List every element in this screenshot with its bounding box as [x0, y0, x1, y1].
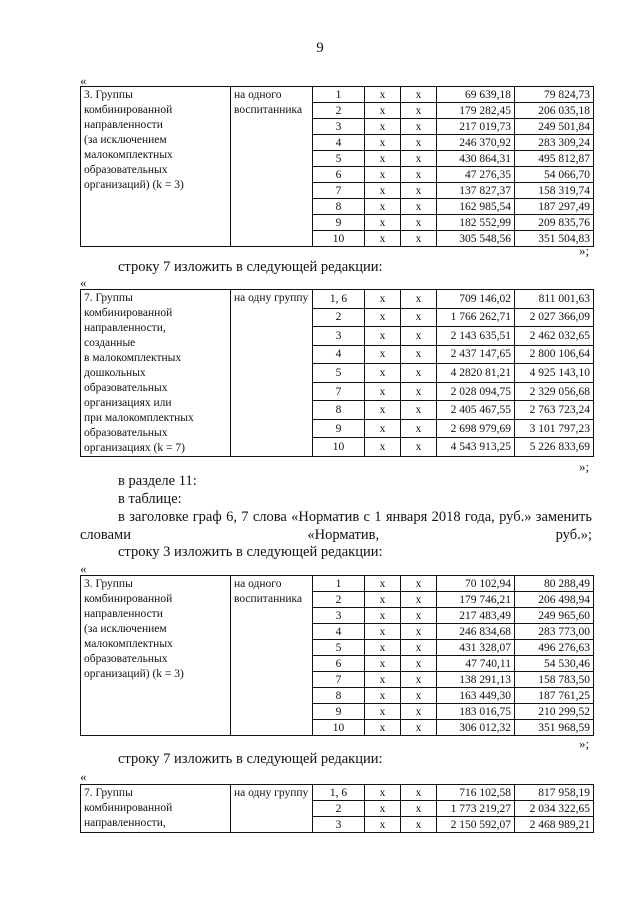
value-cell: 3 101 797,23: [515, 419, 594, 438]
value-cell: 709 146,02: [437, 290, 515, 309]
table-row: [81, 785, 594, 801]
value-cell: 430 864,31: [437, 151, 515, 167]
value-cell: 2 027 366,09: [515, 308, 594, 327]
row-number-cell: 9: [313, 419, 365, 438]
row-number-cell: 7: [313, 382, 365, 401]
value-cell: 495 812,87: [515, 151, 594, 167]
x-cell: x: [365, 345, 401, 364]
x-cell: x: [365, 151, 401, 167]
value-cell: 2 329 056,68: [515, 382, 594, 401]
quote-open: «: [80, 73, 87, 88]
value-cell: 79 824,73: [515, 87, 594, 103]
value-cell: 2 437 147,65: [437, 345, 515, 364]
value-cell: 209 835,76: [515, 215, 594, 231]
row-number-cell: 3: [313, 327, 365, 346]
x-cell: x: [365, 290, 401, 309]
value-cell: 162 985,54: [437, 199, 515, 215]
description-line: направленности: [84, 119, 163, 131]
x-cell: x: [365, 672, 401, 688]
x-cell: x: [401, 801, 437, 817]
x-cell: x: [365, 87, 401, 103]
x-cell: x: [365, 215, 401, 231]
row-number-cell: 6: [313, 167, 365, 183]
group-description: [81, 87, 231, 247]
value-cell: 183 016,75: [437, 704, 515, 720]
quote-open: «: [80, 561, 87, 576]
description-line: образовательных: [84, 164, 168, 176]
value-cell: 47 276,35: [437, 167, 515, 183]
x-cell: x: [365, 364, 401, 383]
description-line: созданные: [84, 337, 136, 349]
row-number-cell: 2: [313, 308, 365, 327]
value-cell: 158 783,50: [515, 672, 594, 688]
row-number-cell: 8: [313, 401, 365, 420]
x-cell: x: [401, 327, 437, 346]
x-cell: x: [365, 720, 401, 736]
x-cell: x: [401, 135, 437, 151]
description-line: малокомплектных: [84, 638, 173, 650]
row-number-cell: 10: [313, 231, 365, 247]
x-cell: x: [401, 167, 437, 183]
value-cell: 163 449,30: [437, 688, 515, 704]
x-cell: x: [365, 576, 401, 592]
x-cell: x: [401, 345, 437, 364]
description-line: направленности,: [84, 817, 166, 829]
row-number-cell: 2: [313, 801, 365, 817]
description-line: при малокомплектных: [84, 412, 194, 424]
value-cell: 431 328,07: [437, 640, 515, 656]
value-cell: 54 530,46: [515, 656, 594, 672]
row-number-cell: 10: [313, 720, 365, 736]
description-line: в малокомплектных: [84, 352, 182, 364]
value-cell: 217 019,73: [437, 119, 515, 135]
x-cell: x: [365, 183, 401, 199]
x-cell: x: [365, 608, 401, 624]
quote-open: «: [80, 769, 87, 784]
value-cell: 5 226 833,69: [515, 438, 594, 457]
quote-close: »;: [579, 459, 590, 474]
x-cell: x: [401, 640, 437, 656]
paragraph-section-11: в разделе 11:: [118, 473, 197, 489]
value-cell: 249 965,60: [515, 608, 594, 624]
value-cell: 4 543 913,25: [437, 438, 515, 457]
value-cell: 2 462 032,65: [515, 327, 594, 346]
description-line: малокомплектных: [84, 149, 173, 161]
row-number-cell: 1: [313, 576, 365, 592]
x-cell: x: [365, 401, 401, 420]
value-cell: 2 150 592,07: [437, 817, 515, 833]
x-cell: x: [365, 640, 401, 656]
description-line: образовательных: [84, 427, 168, 439]
x-cell: x: [365, 592, 401, 608]
description-line: (за исключением: [84, 134, 167, 146]
description-line: 7. Группы: [84, 292, 133, 304]
row-number-cell: 10: [313, 438, 365, 457]
x-cell: x: [401, 308, 437, 327]
x-cell: x: [365, 656, 401, 672]
table-row: [81, 87, 594, 103]
value-cell: 182 552,99: [437, 215, 515, 231]
x-cell: x: [401, 419, 437, 438]
x-cell: x: [365, 801, 401, 817]
row-number-cell: 4: [313, 345, 365, 364]
x-cell: x: [401, 364, 437, 383]
description-line: 3. Группы: [84, 578, 133, 590]
paragraph-row7-intro: строку 7 изложить в следующей редакции:: [118, 259, 383, 275]
description-line: направленности,: [84, 322, 166, 334]
row-number-cell: 4: [313, 135, 365, 151]
x-cell: x: [401, 720, 437, 736]
x-cell: x: [365, 327, 401, 346]
value-cell: 2 034 322,65: [515, 801, 594, 817]
description-line: комбинированной: [84, 104, 173, 116]
x-cell: x: [365, 624, 401, 640]
x-cell: x: [401, 576, 437, 592]
row-number-cell: 9: [313, 215, 365, 231]
description-line: комбинированной: [84, 802, 173, 814]
value-cell: 2 800 106,64: [515, 345, 594, 364]
x-cell: x: [365, 103, 401, 119]
row-number-cell: 2: [313, 103, 365, 119]
unit-cell: на одного воспитанника: [231, 576, 313, 736]
value-cell: 817 958,19: [515, 785, 594, 801]
value-cell: 496 276,63: [515, 640, 594, 656]
x-cell: x: [401, 231, 437, 247]
value-cell: 47 740,11: [437, 656, 515, 672]
row-number-cell: 3: [313, 817, 365, 833]
norm-table-row3-new: [80, 575, 594, 736]
x-cell: x: [401, 382, 437, 401]
description-line: образовательных: [84, 382, 168, 394]
value-cell: 54 066,70: [515, 167, 594, 183]
value-cell: 187 761,25: [515, 688, 594, 704]
x-cell: x: [401, 608, 437, 624]
description-line: организациях или: [84, 397, 172, 409]
x-cell: x: [401, 401, 437, 420]
row-number-cell: 9: [313, 704, 365, 720]
unit-cell: на одну группу: [231, 785, 313, 833]
x-cell: x: [365, 817, 401, 833]
value-cell: 283 773,00: [515, 624, 594, 640]
value-cell: 137 827,37: [437, 183, 515, 199]
value-cell: 305 548,56: [437, 231, 515, 247]
group-description: [81, 785, 231, 833]
row-number-cell: 8: [313, 199, 365, 215]
description-line: образовательных: [84, 653, 168, 665]
quote-open: «: [80, 275, 87, 290]
norm-table-row7-new: [80, 784, 594, 833]
value-cell: 811 001,63: [515, 290, 594, 309]
x-cell: x: [401, 704, 437, 720]
x-cell: x: [401, 656, 437, 672]
description-line: направленности: [84, 608, 163, 620]
value-cell: 80 288,49: [515, 576, 594, 592]
x-cell: x: [401, 199, 437, 215]
value-cell: 2 143 635,51: [437, 327, 515, 346]
quote-close: »;: [579, 736, 590, 751]
value-cell: 1 766 262,71: [437, 308, 515, 327]
row-number-cell: 2: [313, 592, 365, 608]
x-cell: x: [365, 135, 401, 151]
value-cell: 138 291,13: [437, 672, 515, 688]
unit-cell: на одну группу: [231, 290, 313, 457]
value-cell: 4 925 143,10: [515, 364, 594, 383]
value-cell: 306 012,32: [437, 720, 515, 736]
x-cell: x: [401, 151, 437, 167]
value-cell: 2 028 094,75: [437, 382, 515, 401]
value-cell: 206 035,18: [515, 103, 594, 119]
x-cell: x: [401, 624, 437, 640]
row-number-cell: 1, 6: [313, 290, 365, 309]
row-number-cell: 5: [313, 151, 365, 167]
quote-close: »;: [579, 243, 590, 258]
value-cell: 1 773 219,27: [437, 801, 515, 817]
value-cell: 2 405 467,55: [437, 401, 515, 420]
value-cell: 158 319,74: [515, 183, 594, 199]
table-row: [81, 576, 594, 592]
value-cell: 2 468 989,21: [515, 817, 594, 833]
value-cell: 4 2820 81,21: [437, 364, 515, 383]
row-number-cell: 1, 6: [313, 785, 365, 801]
x-cell: x: [365, 785, 401, 801]
description-line: (за исключением: [84, 623, 167, 635]
x-cell: x: [365, 199, 401, 215]
description-line: 7. Группы: [84, 787, 133, 799]
row-number-cell: 6: [313, 656, 365, 672]
value-cell: 351 504,83: [515, 231, 594, 247]
x-cell: x: [401, 215, 437, 231]
description-line: организациях (k = 7): [84, 442, 185, 454]
x-cell: x: [365, 167, 401, 183]
x-cell: x: [401, 290, 437, 309]
x-cell: x: [401, 183, 437, 199]
value-cell: 210 299,52: [515, 704, 594, 720]
x-cell: x: [401, 87, 437, 103]
x-cell: x: [401, 592, 437, 608]
row-number-cell: 7: [313, 672, 365, 688]
x-cell: x: [401, 438, 437, 457]
value-cell: 2 763 723,24: [515, 401, 594, 420]
row-number-cell: 1: [313, 87, 365, 103]
x-cell: x: [365, 308, 401, 327]
x-cell: x: [365, 688, 401, 704]
paragraph-in-table: в таблице:: [118, 491, 182, 507]
x-cell: x: [401, 672, 437, 688]
row-number-cell: 7: [313, 183, 365, 199]
x-cell: x: [365, 119, 401, 135]
description-line: организаций) (k = 3): [84, 179, 184, 191]
value-cell: 246 370,92: [437, 135, 515, 151]
description-line: дошкольных: [84, 367, 146, 379]
description-line: организаций) (k = 3): [84, 668, 184, 680]
row-number-cell: 4: [313, 624, 365, 640]
x-cell: x: [401, 103, 437, 119]
description-line: комбинированной: [84, 307, 173, 319]
paragraph-row7-intro-2: строку 7 изложить в следующей редакции:: [118, 751, 383, 767]
value-cell: 217 483,49: [437, 608, 515, 624]
row-number-cell: 5: [313, 640, 365, 656]
value-cell: 69 639,18: [437, 87, 515, 103]
row-number-cell: 3: [313, 608, 365, 624]
row-number-cell: 8: [313, 688, 365, 704]
value-cell: 187 297,49: [515, 199, 594, 215]
x-cell: x: [401, 688, 437, 704]
value-cell: 249 501,84: [515, 119, 594, 135]
group-description: [81, 576, 231, 736]
x-cell: x: [401, 785, 437, 801]
group-description: [81, 290, 231, 457]
value-cell: 179 282,45: [437, 103, 515, 119]
value-cell: 716 102,58: [437, 785, 515, 801]
value-cell: 179 746,21: [437, 592, 515, 608]
table-row: [81, 290, 594, 309]
value-cell: 70 102,94: [437, 576, 515, 592]
x-cell: x: [365, 704, 401, 720]
x-cell: x: [401, 119, 437, 135]
description-line: комбинированной: [84, 593, 173, 605]
row-number-cell: 5: [313, 364, 365, 383]
value-cell: 2 698 979,69: [437, 419, 515, 438]
x-cell: x: [401, 817, 437, 833]
value-cell: 206 498,94: [515, 592, 594, 608]
x-cell: x: [365, 231, 401, 247]
paragraph-row3-intro: строку 3 изложить в следующей редакции:: [118, 544, 383, 560]
x-cell: x: [365, 419, 401, 438]
value-cell: 351 968,59: [515, 720, 594, 736]
x-cell: x: [365, 438, 401, 457]
description-line: 3. Группы: [84, 89, 133, 101]
value-cell: 246 834,68: [437, 624, 515, 640]
x-cell: x: [365, 382, 401, 401]
page-number: 9: [316, 40, 324, 56]
unit-cell: на одного воспитанника: [231, 87, 313, 247]
norm-table-row7-old: [80, 289, 594, 457]
value-cell: 283 309,24: [515, 135, 594, 151]
paragraph-header-change: в заголовке граф 6, 7 слова «Норматив с 1 января 2018 года, руб.» заменить словами «Норматив, руб.»;: [80, 509, 592, 543]
row-number-cell: 3: [313, 119, 365, 135]
norm-table-row3-old: [80, 86, 594, 247]
